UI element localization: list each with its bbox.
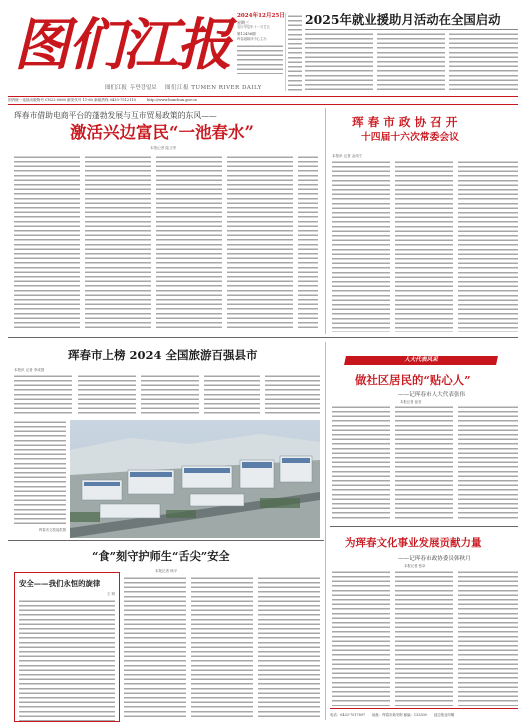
food-story-body-col2: [191, 576, 253, 718]
issue-number: 第12456期: [237, 31, 256, 36]
masthead-side-column: [288, 14, 302, 92]
masthead-contact-strip: [8, 96, 518, 105]
footer: [330, 708, 518, 721]
masthead-korean-name: 두만강일보: [130, 85, 157, 91]
top-story-body-col1: [305, 32, 373, 92]
newspaper-logo: 图们江报: [14, 12, 230, 78]
culture-story-title: 为珲春文化事业发展贡献力量: [345, 537, 482, 549]
safety-column-title: 安全——我们永恒的旋律: [19, 579, 101, 588]
lead-body-col1: [14, 155, 80, 330]
lead-byline: 本报记者 陆文军: [150, 146, 177, 150]
aerial-photo: [70, 420, 320, 538]
culture-story-body-col3: [458, 570, 518, 706]
weekday: 星期三: [237, 20, 249, 25]
rep-story-subtitle: ——记珲春市人大代表张伟: [398, 392, 466, 398]
masthead: [0, 0, 523, 96]
tourism-title: 珲春市上榜 2024 全国旅游百强县市: [68, 348, 258, 362]
meeting-byline: 本报讯 记者 金伟宁: [332, 154, 363, 158]
lead-kicker: 珲春市借助电商平台的蓬勃发展与互市贸易政策的东风——: [14, 111, 217, 120]
tourism-body-col2: [78, 374, 136, 416]
tourism-body-col4: [204, 374, 260, 416]
safety-column-byline: 王 明: [107, 592, 115, 596]
meeting-title-line1: 珲 春 市 政 协 召 开: [352, 115, 458, 129]
lead-body-col3: [156, 155, 222, 330]
aerial-photo-image: [70, 420, 320, 538]
safety-column-body: [19, 599, 115, 721]
meeting-body-col3: [458, 160, 518, 332]
food-story-byline: 本报记者 杨平: [155, 569, 178, 573]
date-block: [237, 13, 286, 91]
top-story-body-col3: [449, 32, 518, 92]
tourism-byline: 本报讯 记者 李成国: [14, 368, 45, 372]
contact-info: 国内统一连续出版物号 CN22-0060 邮发代号 11-60 新闻热线 0433-7512110: [8, 98, 136, 102]
lead-body-col2: [85, 155, 151, 330]
meeting-body-col1: [332, 160, 390, 332]
edition-note: 珲春融媒体中心主办: [237, 36, 267, 41]
lead-body-col4: [227, 155, 293, 330]
rep-story-title: 做社区居民的“贴心人”: [355, 373, 471, 387]
masthead-name-sub: 图们江报: [105, 85, 128, 91]
food-story-title: “食”刻守护师生“舌尖”安全: [92, 549, 230, 563]
lunar-date: 农历甲辰年十一月廿五: [237, 25, 270, 29]
issue-date: 2024年12月25日: [237, 13, 285, 19]
footer-printer: 延边报业印刷: [433, 713, 455, 717]
lead-title: 激活兴边富民“一池春水”: [70, 123, 254, 142]
food-story-body-col1: [124, 576, 186, 718]
meeting-title-line2: 十四届十六次常委会议: [361, 132, 459, 143]
lead-body-col5: [298, 155, 318, 330]
column-banner: [344, 356, 498, 365]
top-story-title: 2025年就业援助月活动在全国启动: [305, 12, 501, 27]
rep-story-byline: 本报记者 崔莹: [400, 400, 422, 404]
culture-story-subtitle: ——记珲春市政协委员韩秋月: [398, 556, 471, 562]
tourism-body-col5: [265, 374, 320, 416]
tourism-body-col3: [141, 374, 199, 416]
safety-column-box: [14, 572, 120, 722]
masthead-pinyin: 图们江报 TUMEN RIVER DAILY: [165, 85, 262, 91]
photo-caption-box: [14, 420, 66, 536]
top-story-body-col2: [377, 32, 445, 92]
column-banner-label: 人大代表风采: [404, 357, 438, 363]
rep-story-body-col3: [458, 405, 518, 521]
website: http://www.hunchun.gov.cn: [147, 98, 197, 102]
rep-story-body-col1: [332, 405, 390, 521]
date-block-text: [237, 44, 283, 74]
culture-story-body-col1: [332, 570, 390, 706]
food-story-body-col3: [258, 576, 320, 718]
photo-caption-credit: 珲春市文旅局供图: [38, 528, 66, 532]
culture-story-body-col2: [395, 570, 453, 706]
meeting-body-col2: [395, 160, 453, 332]
footer-address: 地址：珲春市新安街 邮编：133300: [372, 713, 427, 717]
rep-story-body-col2: [395, 405, 453, 521]
culture-story-byline: 本报记者 张卓: [404, 564, 426, 568]
footer-phone: 电话：0433-7517897: [330, 713, 366, 717]
tourism-body-col1: [14, 374, 72, 416]
